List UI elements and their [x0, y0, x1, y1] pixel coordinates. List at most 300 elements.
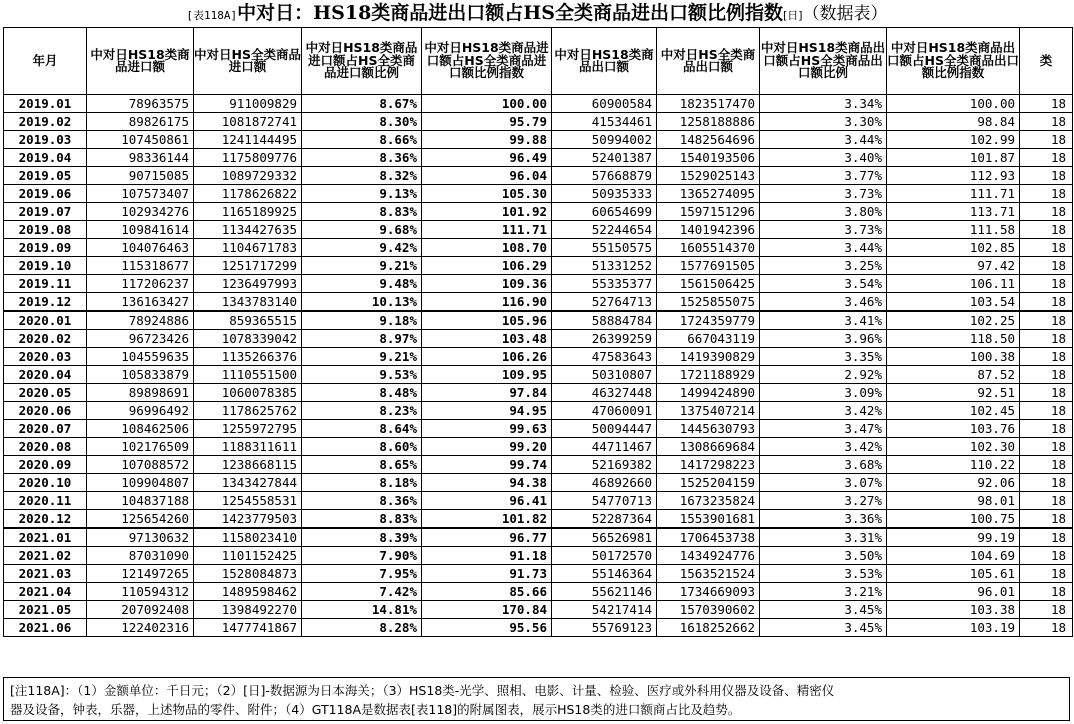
export-ratio-cell: 2.92% — [760, 366, 887, 384]
import-hs18-cell: 115318677 — [87, 257, 194, 275]
table-row — [4, 95, 1073, 113]
export-hs18-cell: 50094447 — [552, 420, 657, 438]
export-hs18-cell: 46327448 — [552, 384, 657, 402]
year-month-cell: 2019.10 — [4, 257, 87, 275]
export-index-cell: 111.58 — [887, 221, 1020, 239]
import-hs18-cell: 89826175 — [87, 113, 194, 131]
import-all-cell: 1060078385 — [194, 384, 302, 402]
class-cell: 18 — [1020, 203, 1073, 221]
export-index-cell: 102.99 — [887, 131, 1020, 149]
import-index-cell: 170.84 — [422, 601, 552, 619]
year-month-cell: 2019.01 — [4, 95, 87, 113]
year-month-cell: 2020.01 — [4, 311, 87, 330]
import-all-cell: 859365515 — [194, 311, 302, 330]
header-cell: 中对日HS全类商品进口额 — [194, 28, 302, 95]
table-row — [4, 601, 1073, 619]
year-month-cell: 2020.12 — [4, 510, 87, 529]
year-month-cell: 2020.09 — [4, 456, 87, 474]
table-row — [4, 348, 1073, 366]
import-all-cell: 1489598462 — [194, 583, 302, 601]
table-row — [4, 619, 1073, 637]
export-ratio-cell: 3.42% — [760, 438, 887, 456]
export-index-cell: 92.51 — [887, 384, 1020, 402]
export-ratio-cell: 3.21% — [760, 583, 887, 601]
data-table — [3, 27, 1073, 637]
export-all-cell: 1308669684 — [657, 438, 760, 456]
export-all-cell: 1553901681 — [657, 510, 760, 529]
import-ratio-cell: 8.66% — [302, 131, 422, 149]
import-ratio-cell: 8.97% — [302, 330, 422, 348]
table-row — [4, 239, 1073, 257]
table-row — [4, 293, 1073, 312]
import-ratio-cell: 7.42% — [302, 583, 422, 601]
import-ratio-cell: 8.23% — [302, 402, 422, 420]
export-ratio-cell: 3.44% — [760, 131, 887, 149]
import-all-cell: 1175809776 — [194, 149, 302, 167]
import-ratio-cell: 9.53% — [302, 366, 422, 384]
year-month-cell: 2021.02 — [4, 547, 87, 565]
year-month-cell: 2019.03 — [4, 131, 87, 149]
table-row — [4, 330, 1073, 348]
export-all-cell: 1734669093 — [657, 583, 760, 601]
import-all-cell: 1178625762 — [194, 402, 302, 420]
export-index-cell: 104.69 — [887, 547, 1020, 565]
import-hs18-cell: 97130632 — [87, 528, 194, 547]
export-hs18-cell: 56526981 — [552, 528, 657, 547]
import-all-cell: 1110551500 — [194, 366, 302, 384]
import-index-cell: 101.82 — [422, 510, 552, 529]
import-ratio-cell: 8.30% — [302, 113, 422, 131]
export-ratio-cell: 3.53% — [760, 565, 887, 583]
export-all-cell: 1570390602 — [657, 601, 760, 619]
import-index-cell: 106.26 — [422, 348, 552, 366]
export-hs18-cell: 52169382 — [552, 456, 657, 474]
class-cell: 18 — [1020, 149, 1073, 167]
table-row — [4, 275, 1073, 293]
class-cell: 18 — [1020, 167, 1073, 185]
import-index-cell: 105.30 — [422, 185, 552, 203]
export-index-cell: 106.11 — [887, 275, 1020, 293]
import-index-cell: 96.77 — [422, 528, 552, 547]
import-ratio-cell: 7.95% — [302, 565, 422, 583]
class-cell: 18 — [1020, 528, 1073, 547]
import-ratio-cell: 9.48% — [302, 275, 422, 293]
table-title — [0, 0, 1074, 27]
import-hs18-cell: 87031090 — [87, 547, 194, 565]
class-cell: 18 — [1020, 239, 1073, 257]
import-all-cell: 1236497993 — [194, 275, 302, 293]
export-all-cell: 1417298223 — [657, 456, 760, 474]
export-all-cell: 1563521524 — [657, 565, 760, 583]
table-row — [4, 474, 1073, 492]
import-all-cell: 1101152425 — [194, 547, 302, 565]
table-row — [4, 185, 1073, 203]
export-index-cell: 100.38 — [887, 348, 1020, 366]
class-cell: 18 — [1020, 185, 1073, 203]
export-index-cell: 98.84 — [887, 113, 1020, 131]
export-hs18-cell: 46892660 — [552, 474, 657, 492]
import-all-cell: 1343783140 — [194, 293, 302, 312]
import-ratio-cell: 7.90% — [302, 547, 422, 565]
year-month-cell: 2020.11 — [4, 492, 87, 510]
import-index-cell: 94.95 — [422, 402, 552, 420]
export-index-cell: 100.00 — [887, 95, 1020, 113]
import-ratio-cell: 8.39% — [302, 528, 422, 547]
import-ratio-cell: 8.60% — [302, 438, 422, 456]
export-all-cell: 1419390829 — [657, 348, 760, 366]
class-cell: 18 — [1020, 330, 1073, 348]
export-index-cell: 96.01 — [887, 583, 1020, 601]
table-row — [4, 221, 1073, 239]
export-ratio-cell: 3.36% — [760, 510, 887, 529]
year-month-cell: 2019.06 — [4, 185, 87, 203]
import-all-cell: 911009829 — [194, 95, 302, 113]
export-index-cell: 99.19 — [887, 528, 1020, 547]
export-hs18-cell: 50994002 — [552, 131, 657, 149]
import-hs18-cell: 89898691 — [87, 384, 194, 402]
table-row — [4, 203, 1073, 221]
import-index-cell: 91.18 — [422, 547, 552, 565]
footnote — [3, 677, 1070, 721]
header-cell: 中对日HS全类商品出口额 — [657, 28, 760, 95]
class-cell: 18 — [1020, 474, 1073, 492]
header-row — [4, 28, 1073, 95]
year-month-cell: 2019.02 — [4, 113, 87, 131]
year-month-cell: 2021.05 — [4, 601, 87, 619]
export-hs18-cell: 54770713 — [552, 492, 657, 510]
class-cell: 18 — [1020, 510, 1073, 529]
import-index-cell: 95.56 — [422, 619, 552, 637]
export-hs18-cell: 26399259 — [552, 330, 657, 348]
year-month-cell: 2019.08 — [4, 221, 87, 239]
export-all-cell: 1597151296 — [657, 203, 760, 221]
import-index-cell: 108.70 — [422, 239, 552, 257]
export-ratio-cell: 3.41% — [760, 311, 887, 330]
class-cell: 18 — [1020, 293, 1073, 312]
import-index-cell: 103.48 — [422, 330, 552, 348]
export-hs18-cell: 41534461 — [552, 113, 657, 131]
import-index-cell: 97.84 — [422, 384, 552, 402]
import-all-cell: 1165189925 — [194, 203, 302, 221]
import-ratio-cell: 8.36% — [302, 492, 422, 510]
table-row — [4, 583, 1073, 601]
import-hs18-cell: 108462506 — [87, 420, 194, 438]
class-cell: 18 — [1020, 565, 1073, 583]
class-cell: 18 — [1020, 113, 1073, 131]
import-all-cell: 1477741867 — [194, 619, 302, 637]
class-cell: 18 — [1020, 601, 1073, 619]
footnote-line: [注118A]：（1）金额单位：千日元；（2）[日]-数据源为日本海关；（3）HS18类-光学、照相、电影、计量、检验、医疗或外科用仪器及设备、精密仪 — [10, 683, 835, 698]
import-hs18-cell: 109904807 — [87, 474, 194, 492]
import-index-cell: 116.90 — [422, 293, 552, 312]
export-ratio-cell: 3.40% — [760, 149, 887, 167]
export-all-cell: 1434924776 — [657, 547, 760, 565]
export-hs18-cell: 55621146 — [552, 583, 657, 601]
table-row — [4, 131, 1073, 149]
table-row — [4, 565, 1073, 583]
import-all-cell: 1158023410 — [194, 528, 302, 547]
import-hs18-cell: 117206237 — [87, 275, 194, 293]
import-all-cell: 1343427844 — [194, 474, 302, 492]
footnote-line: 器及设备，钟表，乐器，上述物品的零件、附件；（4）GT118A是数据表[表118]的附属图表，展示HS18类的进口额商占比及趋势。 — [10, 702, 741, 717]
import-ratio-cell: 9.21% — [302, 348, 422, 366]
header-cell: 中对日HS18类商品出口额占HS全类商品出口额比例指数 — [887, 28, 1020, 95]
export-hs18-cell: 52764713 — [552, 293, 657, 312]
year-month-cell: 2020.10 — [4, 474, 87, 492]
export-index-cell: 110.22 — [887, 456, 1020, 474]
year-month-cell: 2019.04 — [4, 149, 87, 167]
import-ratio-cell: 8.67% — [302, 95, 422, 113]
export-ratio-cell: 3.34% — [760, 95, 887, 113]
year-month-cell: 2020.08 — [4, 438, 87, 456]
export-ratio-cell: 3.35% — [760, 348, 887, 366]
export-ratio-cell: 3.27% — [760, 492, 887, 510]
import-hs18-cell: 104837188 — [87, 492, 194, 510]
import-all-cell: 1238668115 — [194, 456, 302, 474]
export-index-cell: 118.50 — [887, 330, 1020, 348]
import-index-cell: 99.20 — [422, 438, 552, 456]
class-cell: 18 — [1020, 95, 1073, 113]
export-hs18-cell: 60654699 — [552, 203, 657, 221]
export-index-cell: 101.87 — [887, 149, 1020, 167]
import-ratio-cell: 8.64% — [302, 420, 422, 438]
export-ratio-cell: 3.25% — [760, 257, 887, 275]
year-month-cell: 2019.05 — [4, 167, 87, 185]
import-index-cell: 91.73 — [422, 565, 552, 583]
export-all-cell: 1605514370 — [657, 239, 760, 257]
export-hs18-cell: 58884784 — [552, 311, 657, 330]
export-ratio-cell: 3.45% — [760, 601, 887, 619]
export-ratio-cell: 3.96% — [760, 330, 887, 348]
year-month-cell: 2021.06 — [4, 619, 87, 637]
header-cell: 中对日HS18类商品进口额 — [87, 28, 194, 95]
year-month-cell: 2020.04 — [4, 366, 87, 384]
import-ratio-cell: 8.18% — [302, 474, 422, 492]
table-row — [4, 257, 1073, 275]
export-hs18-cell: 44711467 — [552, 438, 657, 456]
import-hs18-cell: 104076463 — [87, 239, 194, 257]
table-row — [4, 547, 1073, 565]
export-ratio-cell: 3.44% — [760, 239, 887, 257]
table-row — [4, 438, 1073, 456]
export-index-cell: 102.25 — [887, 311, 1020, 330]
export-ratio-cell: 3.31% — [760, 528, 887, 547]
import-hs18-cell: 105833879 — [87, 366, 194, 384]
export-all-cell: 1482564696 — [657, 131, 760, 149]
export-ratio-cell: 3.47% — [760, 420, 887, 438]
export-ratio-cell: 3.80% — [760, 203, 887, 221]
export-ratio-cell: 3.77% — [760, 167, 887, 185]
import-hs18-cell: 102934276 — [87, 203, 194, 221]
export-index-cell: 98.01 — [887, 492, 1020, 510]
import-hs18-cell: 90715085 — [87, 167, 194, 185]
table-row — [4, 420, 1073, 438]
import-ratio-cell: 10.13% — [302, 293, 422, 312]
class-cell: 18 — [1020, 619, 1073, 637]
import-hs18-cell: 107450861 — [87, 131, 194, 149]
export-hs18-cell: 54217414 — [552, 601, 657, 619]
import-index-cell: 95.79 — [422, 113, 552, 131]
year-month-cell: 2021.04 — [4, 583, 87, 601]
table-row — [4, 113, 1073, 131]
import-hs18-cell: 104559635 — [87, 348, 194, 366]
export-all-cell: 1529025143 — [657, 167, 760, 185]
year-month-cell: 2019.12 — [4, 293, 87, 312]
export-all-cell: 1525855075 — [657, 293, 760, 312]
export-hs18-cell: 47060091 — [552, 402, 657, 420]
class-cell: 18 — [1020, 438, 1073, 456]
table-row — [4, 402, 1073, 420]
export-ratio-cell: 3.42% — [760, 402, 887, 420]
export-ratio-cell: 3.73% — [760, 221, 887, 239]
export-ratio-cell: 3.30% — [760, 113, 887, 131]
import-ratio-cell: 8.83% — [302, 203, 422, 221]
import-ratio-cell: 9.18% — [302, 311, 422, 330]
class-cell: 18 — [1020, 131, 1073, 149]
class-cell: 18 — [1020, 221, 1073, 239]
import-hs18-cell: 107088572 — [87, 456, 194, 474]
class-cell: 18 — [1020, 311, 1073, 330]
import-index-cell: 99.88 — [422, 131, 552, 149]
export-hs18-cell: 55769123 — [552, 619, 657, 637]
import-all-cell: 1178626822 — [194, 185, 302, 203]
import-ratio-cell: 9.42% — [302, 239, 422, 257]
export-hs18-cell: 47583643 — [552, 348, 657, 366]
class-cell: 18 — [1020, 492, 1073, 510]
import-all-cell: 1398492270 — [194, 601, 302, 619]
export-all-cell: 1401942396 — [657, 221, 760, 239]
export-all-cell: 1721188929 — [657, 366, 760, 384]
export-index-cell: 103.19 — [887, 619, 1020, 637]
import-index-cell: 96.49 — [422, 149, 552, 167]
import-ratio-cell: 9.21% — [302, 257, 422, 275]
year-month-cell: 2021.03 — [4, 565, 87, 583]
table-row — [4, 384, 1073, 402]
export-all-cell: 1540193506 — [657, 149, 760, 167]
header-cell: 年月 — [4, 28, 87, 95]
import-index-cell: 100.00 — [422, 95, 552, 113]
export-hs18-cell: 52287364 — [552, 510, 657, 529]
import-hs18-cell: 121497265 — [87, 565, 194, 583]
class-cell: 18 — [1020, 547, 1073, 565]
class-cell: 18 — [1020, 384, 1073, 402]
import-index-cell: 85.66 — [422, 583, 552, 601]
export-hs18-cell: 55150575 — [552, 239, 657, 257]
header-cell: 中对日HS18类商品进口额占HS全类商品进口额比例 — [302, 28, 422, 95]
import-all-cell: 1255972795 — [194, 420, 302, 438]
export-index-cell: 103.38 — [887, 601, 1020, 619]
import-index-cell: 105.96 — [422, 311, 552, 330]
export-hs18-cell: 52401387 — [552, 149, 657, 167]
import-hs18-cell: 78924886 — [87, 311, 194, 330]
import-index-cell: 99.63 — [422, 420, 552, 438]
import-ratio-cell: 14.81% — [302, 601, 422, 619]
import-ratio-cell: 8.36% — [302, 149, 422, 167]
export-hs18-cell: 50172570 — [552, 547, 657, 565]
export-index-cell: 102.30 — [887, 438, 1020, 456]
year-month-cell: 2020.02 — [4, 330, 87, 348]
import-index-cell: 109.95 — [422, 366, 552, 384]
table-row — [4, 492, 1073, 510]
table-row — [4, 366, 1073, 384]
year-month-cell: 2020.07 — [4, 420, 87, 438]
import-hs18-cell: 207092408 — [87, 601, 194, 619]
class-cell: 18 — [1020, 420, 1073, 438]
import-all-cell: 1241144495 — [194, 131, 302, 149]
export-ratio-cell: 3.07% — [760, 474, 887, 492]
import-hs18-cell: 78963575 — [87, 95, 194, 113]
export-index-cell: 105.61 — [887, 565, 1020, 583]
export-index-cell: 100.75 — [887, 510, 1020, 529]
import-ratio-cell: 8.83% — [302, 510, 422, 529]
export-ratio-cell: 3.73% — [760, 185, 887, 203]
import-ratio-cell: 8.32% — [302, 167, 422, 185]
export-all-cell: 1673235824 — [657, 492, 760, 510]
export-index-cell: 111.71 — [887, 185, 1020, 203]
export-index-cell: 102.85 — [887, 239, 1020, 257]
table-row — [4, 149, 1073, 167]
export-ratio-cell: 3.68% — [760, 456, 887, 474]
export-all-cell: 1445630793 — [657, 420, 760, 438]
import-all-cell: 1134427635 — [194, 221, 302, 239]
header-cell: 中对日HS18类商品出口额 — [552, 28, 657, 95]
table-row — [4, 456, 1073, 474]
import-hs18-cell: 96996492 — [87, 402, 194, 420]
year-month-cell: 2019.09 — [4, 239, 87, 257]
table-row — [4, 510, 1073, 529]
import-all-cell: 1528084873 — [194, 565, 302, 583]
import-hs18-cell: 122402316 — [87, 619, 194, 637]
import-all-cell: 1254558531 — [194, 492, 302, 510]
export-ratio-cell: 3.45% — [760, 619, 887, 637]
export-index-cell: 103.76 — [887, 420, 1020, 438]
import-ratio-cell: 8.65% — [302, 456, 422, 474]
import-hs18-cell: 96723426 — [87, 330, 194, 348]
import-all-cell: 1104671783 — [194, 239, 302, 257]
export-all-cell: 1618252662 — [657, 619, 760, 637]
import-index-cell: 96.04 — [422, 167, 552, 185]
export-ratio-cell: 3.09% — [760, 384, 887, 402]
import-all-cell: 1188311611 — [194, 438, 302, 456]
table-row — [4, 311, 1073, 330]
export-hs18-cell: 52244654 — [552, 221, 657, 239]
import-hs18-cell: 110594312 — [87, 583, 194, 601]
export-hs18-cell: 50935333 — [552, 185, 657, 203]
import-index-cell: 99.74 — [422, 456, 552, 474]
table-row — [4, 528, 1073, 547]
import-index-cell: 109.36 — [422, 275, 552, 293]
title-source: [日] — [782, 9, 803, 22]
export-index-cell: 103.54 — [887, 293, 1020, 312]
class-cell: 18 — [1020, 257, 1073, 275]
title-main: 中对日：HS18类商品进出口额占HS全类商品进出口额比例指数 — [237, 2, 783, 24]
export-hs18-cell: 50310807 — [552, 366, 657, 384]
class-cell: 18 — [1020, 583, 1073, 601]
title-kind: （数据表） — [802, 4, 888, 24]
import-index-cell: 101.92 — [422, 203, 552, 221]
import-index-cell: 111.71 — [422, 221, 552, 239]
export-all-cell: 1706453738 — [657, 528, 760, 547]
year-month-cell: 2020.05 — [4, 384, 87, 402]
year-month-cell: 2021.01 — [4, 528, 87, 547]
import-hs18-cell: 136163427 — [87, 293, 194, 312]
export-all-cell: 1823517470 — [657, 95, 760, 113]
import-all-cell: 1078339042 — [194, 330, 302, 348]
table-tag: [表118A] — [186, 9, 238, 22]
class-cell: 18 — [1020, 275, 1073, 293]
import-all-cell: 1135266376 — [194, 348, 302, 366]
import-hs18-cell: 107573407 — [87, 185, 194, 203]
